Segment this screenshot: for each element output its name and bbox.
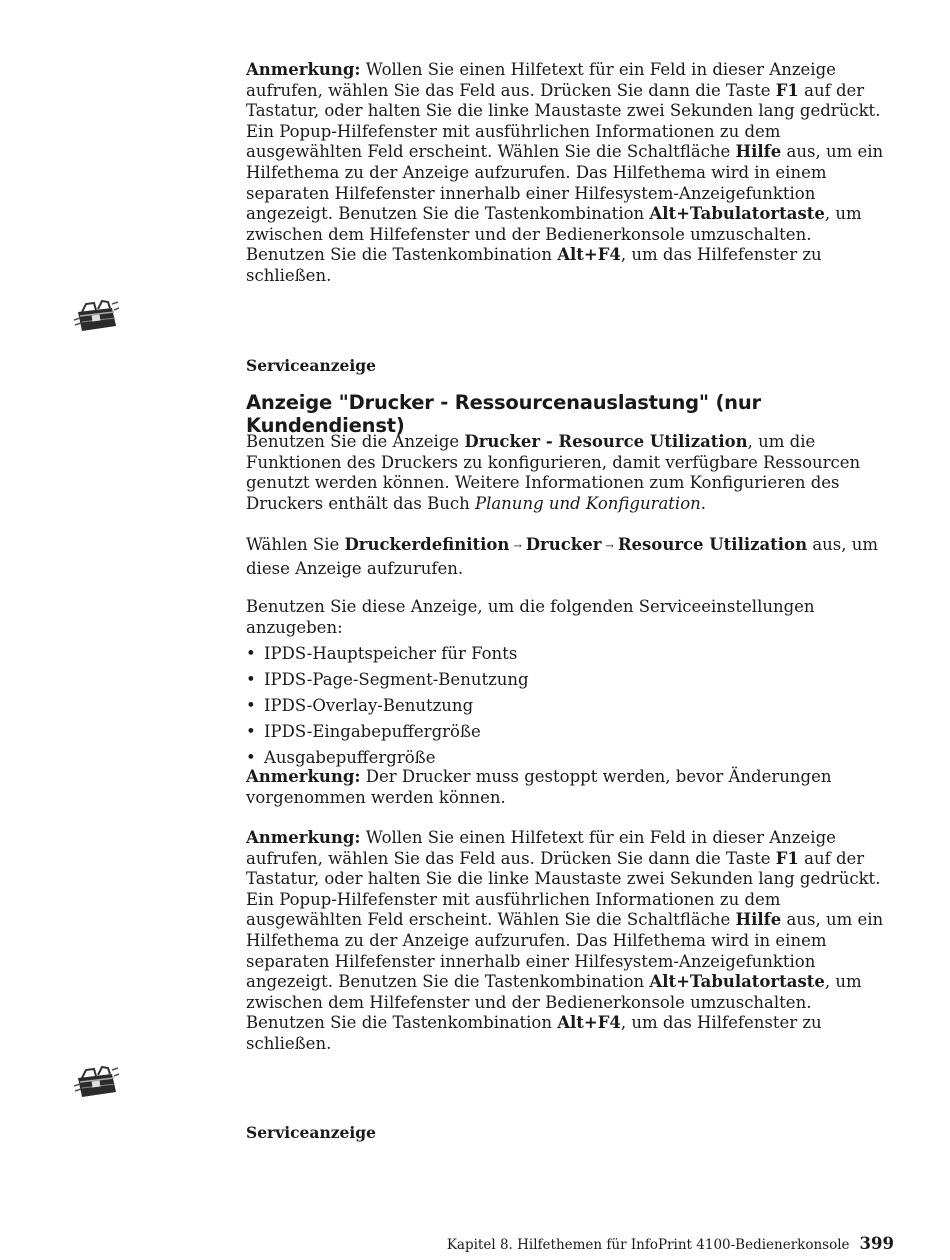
help-note-paragraph: Anmerkung: Wollen Sie einen Hilfetext für ein Feld in dieser Anzeige aufrufen, wählen Sie das Feld aus. Drücken Sie dann die Taste F1 auf der Tastatur, oder halten Sie die linke Maustaste zwei Sekunden lang gedrückt. Ein Popup-Hilfefenster mit ausführlichen Informationen zu dem ausgewählten Feld erscheint. Wählen Sie die Schaltfläche Hilfe aus, um ein Hilfethema zu der Anzeige aufzurufen. Das Hilfethema wird in einem separaten Hilfefenster innerhalb einer Hilfesystem-Anzeigefunktion angezeigt. Benutzen Sie die Tastenkombination Alt+Tabulatortaste, um zwischen dem Hilfefenster und der Bedienerkonsole umzuschalten. Benutzen Sie die Tastenkombination Alt+F4, um das Hilfefenster zu schließen. <box>246 828 884 1053</box>
note-label: Anmerkung: <box>246 60 361 79</box>
book-title: Planung und Konfiguration <box>474 493 701 513</box>
path-block <box>246 535 886 579</box>
stop-note <box>246 767 886 808</box>
toolbox-icon <box>72 298 120 334</box>
settings-list <box>246 644 886 768</box>
key-f1: F1 <box>775 848 799 868</box>
help-note-bottom <box>246 828 886 1055</box>
key-alt-tab: Alt+Tabulatortaste <box>649 204 825 224</box>
page-number: 399 <box>859 1234 894 1253</box>
menu-path-paragraph: Wählen Sie Druckerdefinition → Drucker → Resource Utilization aus, um diese Anzeige aufzurufen. <box>246 535 879 578</box>
list-item: • IPDS-Overlay-Benutzung <box>246 696 886 717</box>
note-label: Anmerkung: <box>246 828 361 847</box>
chapter-title: Kapitel 8. Hilfethemen für InfoPrint 4100-Bedienerkonsole <box>446 1237 850 1253</box>
list-item: • IPDS-Page-Segment-Benutzung <box>246 670 886 691</box>
key-alt-tab: Alt+Tabulatortaste <box>649 972 825 992</box>
service-label: Serviceanzeige <box>246 1123 376 1142</box>
key-hilfe: Hilfe <box>735 142 782 162</box>
intro-block <box>246 432 886 514</box>
key-hilfe: Hilfe <box>735 910 782 930</box>
list-intro: Benutzen Sie diese Anzeige, um die folgenden Serviceeinstellungen anzugeben: <box>246 597 815 637</box>
page-footer <box>447 1234 894 1253</box>
list-item: • Ausgabepuffergröße <box>246 748 886 769</box>
settings-list-block <box>246 597 886 774</box>
section-heading: Anzeige "Drucker - Ressourcenauslastung" (nur Kundendienst) <box>246 391 761 437</box>
menu-path-druckerdefinition: Druckerdefinition <box>344 535 510 554</box>
key-alt-f4: Alt+F4 <box>557 1013 621 1033</box>
list-item: • IPDS-Eingabepuffergröße <box>246 722 886 743</box>
toolbox-icon <box>72 1064 120 1100</box>
menu-path-drucker: Drucker <box>525 535 602 554</box>
stop-note-paragraph: Anmerkung: Der Drucker muss gestoppt werden, bevor Änderungen vorgenommen werden können. <box>246 767 832 807</box>
arrow-right-icon: → <box>605 541 614 552</box>
list-item: • IPDS-Hauptspeicher für Fonts <box>246 644 886 665</box>
intro-paragraph: Benutzen Sie die Anzeige Drucker - Resource Utilization, um die Funktionen des Druckers zu konfigurieren, damit verfügbare Ressourcen genutzt werden können. Weitere Informationen zum Konfigurieren des Druckers enthält das Buch Planung und Konfiguration. <box>246 432 861 513</box>
arrow-right-icon: → <box>513 541 522 552</box>
help-note-top <box>246 60 886 287</box>
menu-path-resource-utilization: Resource Utilization <box>617 535 808 554</box>
key-alt-f4: Alt+F4 <box>557 245 621 265</box>
service-label: Serviceanzeige <box>246 356 376 375</box>
key-f1: F1 <box>775 80 799 100</box>
help-note-paragraph: Anmerkung: Wollen Sie einen Hilfetext für ein Feld in dieser Anzeige aufrufen, wählen Sie das Feld aus. Drücken Sie dann die Taste F1 auf der Tastatur, oder halten Sie die linke Maustaste zwei Sekunden lang gedrückt. Ein Popup-Hilfefenster mit ausführlichen Informationen zu dem ausgewählten Feld erscheint. Wählen Sie die Schaltfläche Hilfe aus, um ein Hilfethema zu der Anzeige aufzurufen. Das Hilfethema wird in einem separaten Hilfefenster innerhalb einer Hilfesystem-Anzeigefunktion angezeigt. Benutzen Sie die Tastenkombination Alt+Tabulatortaste, um zwischen dem Hilfefenster und der Bedienerkonsole umzuschalten. Benutzen Sie die Tastenkombination Alt+F4, um das Hilfefenster zu schließen. <box>246 60 884 285</box>
note-label: Anmerkung: <box>246 767 361 786</box>
